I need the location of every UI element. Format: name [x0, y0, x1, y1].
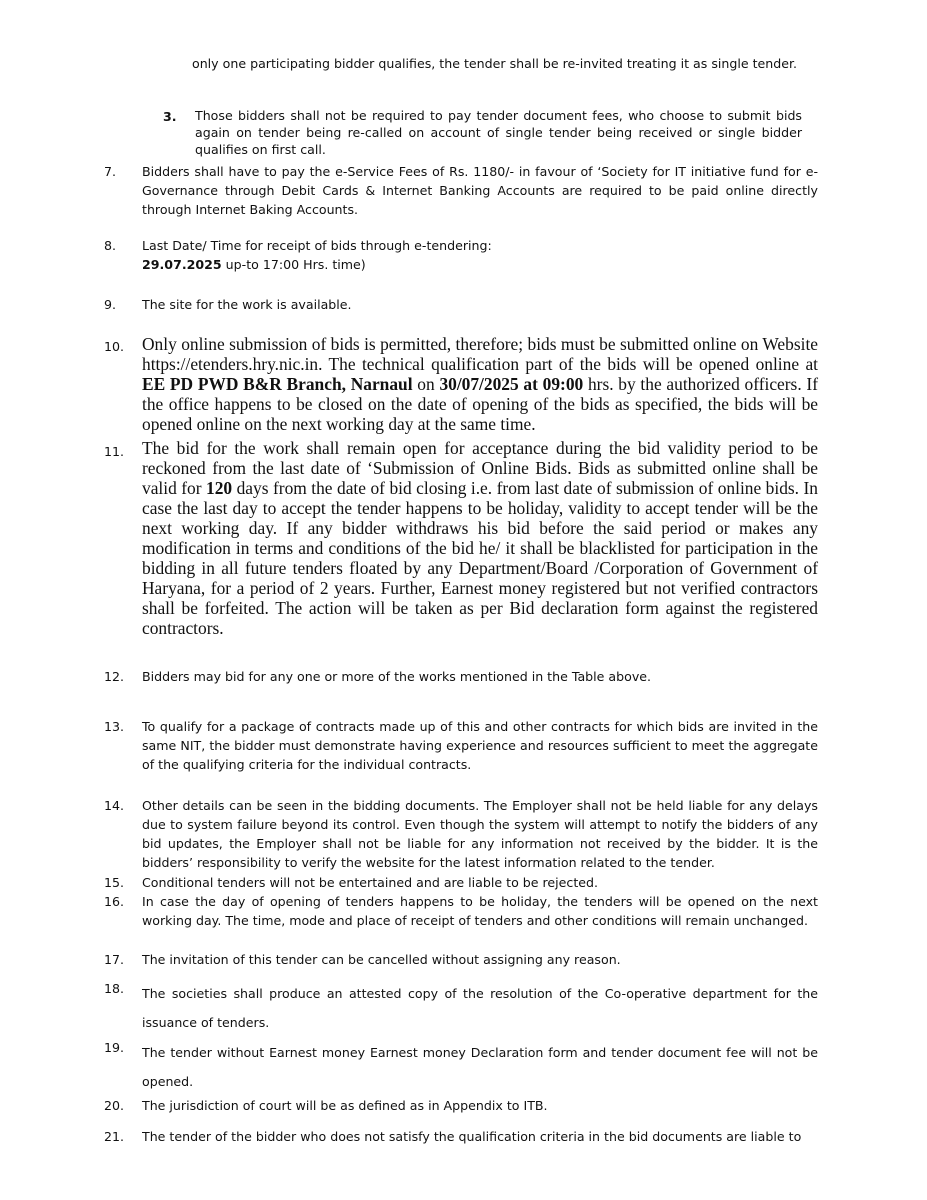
- item-number: 9.: [104, 297, 117, 312]
- bid-deadline-time: up-to 17:00 Hrs. time): [221, 257, 366, 272]
- sub-item-text: Those bidders shall not be required to pay tender document fees, who choose to submit bids again on tender being re-called on account of single tender being received or single bidder qualifies on first call.: [195, 108, 802, 157]
- item-number: 18.: [104, 981, 125, 996]
- item-number: 8.: [104, 238, 117, 253]
- item-8-text: [142, 236, 818, 274]
- item-number: 15.: [104, 875, 125, 890]
- item-11-part2: days from the date of bid closing i.e. from last date of submission of online bids. In case the last day to accept the tender happens to be holiday, validity to accept tender will be the next working day. If any bidder withdraws his bid before the said period or makes any modification in terms and conditions of the bid he/ it shall be blacklisted for participation in the bidding in all future tenders floated by any Department/Board /Corporation of Government of Haryana, for a period of 2 years. Further, Earnest money registered but not verified contractors shall be forfeited. The action will be taken as per Bid declaration form against the registered contractors.: [142, 478, 818, 638]
- item-7-text: Bidders shall have to pay the e-Service Fees of Rs. 1180/- in favour of ‘Society for IT initiative fund for e-Governance through Debit Cards & Internet Banking Accounts are required to be paid online directly through Internet Baking Accounts.: [142, 164, 818, 217]
- item-number: 10.: [104, 339, 125, 354]
- bid-deadline-line: [142, 255, 818, 274]
- item-14-text: Other details can be seen in the bidding documents. The Employer shall not be held liable for any delays due to system failure beyond its control. Even though the system will attempt to notify the bidders of any bid updates, the Employer shall not be liable for any information not received by the bidder. It is the bidders’ responsibility to verify the website for the latest information related to the tender.: [142, 798, 818, 870]
- item-number: 14.: [104, 798, 125, 813]
- item-number: 11.: [104, 444, 125, 459]
- item-13-text: To qualify for a package of contracts made up of this and other contracts for which bids are invited in the same NIT, the bidder must demonstrate having experience and resources sufficient to meet the aggregate of the qualifying criteria for the individual contracts.: [142, 719, 818, 772]
- item-number: 16.: [104, 894, 125, 909]
- item-10-part1: Only online submission of bids is permitted, therefore; bids must be submitted online on Website https://etenders.hry.nic.in. The technical qualification part of the bids will be opened online at: [142, 334, 818, 374]
- item-12-text: Bidders may bid for any one or more of the works mentioned in the Table above.: [142, 669, 652, 684]
- item-number: 17.: [104, 952, 125, 967]
- item-20-text: The jurisdiction of court will be as defined as in Appendix to ITB.: [142, 1098, 548, 1113]
- item-11-text: [142, 438, 818, 638]
- opening-time: 09:00: [542, 374, 584, 394]
- item-10-part2: on: [412, 374, 440, 394]
- item-11-part1: The bid for the work shall remain open for acceptance during the bid validity period to be reckoned from the last date of ‘Submission of Online Bids. Bids as submitted online shall be valid for: [142, 438, 818, 498]
- continuation-text: only one participating bidder qualifies, the tender shall be re-invited treating it as single tender.: [192, 56, 798, 71]
- item-18-text: The societies shall produce an attested copy of the resolution of the Co-operative department for the issuance of tenders.: [142, 986, 818, 1030]
- item-16-text: In case the day of opening of tenders happens to be holiday, the tenders will be opened on the next working day. The time, mode and place of receipt of tenders and other conditions will remain unchanged.: [142, 894, 818, 928]
- opening-date: 30/07/2025: [439, 374, 519, 394]
- item-number: 20.: [104, 1098, 125, 1113]
- opening-office: EE PD PWD B&R Branch, Narnaul: [142, 374, 413, 394]
- item-17-text: The invitation of this tender can be cancelled without assigning any reason.: [142, 952, 621, 967]
- item-number: 7.: [104, 164, 117, 179]
- item-number: 12.: [104, 669, 125, 684]
- item-number: 21.: [104, 1129, 125, 1144]
- item-15-text: Conditional tenders will not be entertained and are liable to be rejected.: [142, 875, 599, 890]
- item-10-text: [142, 334, 818, 434]
- item-10-part3: at: [518, 374, 543, 394]
- item-9-text: The site for the work is available.: [142, 297, 352, 312]
- item-19-text: The tender without Earnest money Earnest money Declaration form and tender document fee will not be opened.: [142, 1045, 818, 1089]
- bid-deadline-date: 29.07.2025: [142, 257, 222, 272]
- item-10-part4: hrs. by the authorized officers. If the office happens to be closed on the date of opening of the bids as specified, the bids will be opened online on the next working day at the same time.: [142, 374, 818, 434]
- bid-deadline-label: Last Date/ Time for receipt of bids through e-tendering:: [142, 238, 492, 253]
- item-number: 13.: [104, 719, 125, 734]
- sub-item-number: 3.: [163, 109, 177, 124]
- item-number: 19.: [104, 1040, 125, 1055]
- item-21-text: The tender of the bidder who does not satisfy the qualification criteria in the bid documents are liable to: [142, 1129, 802, 1144]
- validity-days: 120: [206, 478, 233, 498]
